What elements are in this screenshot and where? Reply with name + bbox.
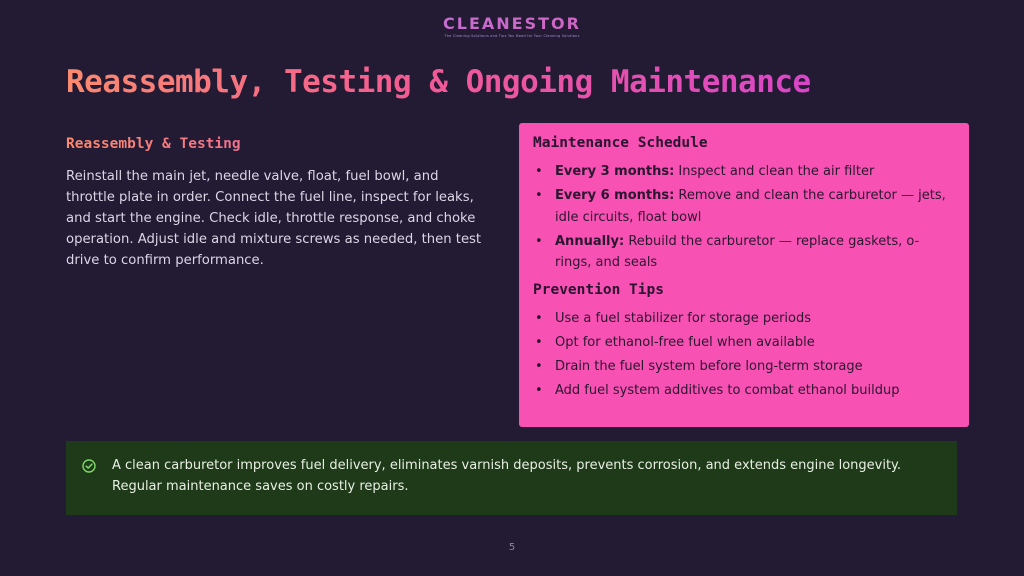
schedule-item-text: Rebuild the carburetor — replace gaskets, o-rings, and seals <box>555 233 920 270</box>
schedule-item-label: Every 6 months: <box>555 188 675 203</box>
maintenance-card <box>519 123 969 427</box>
check-circle-icon <box>82 459 96 473</box>
bullet-icon: • <box>535 358 543 374</box>
schedule-item-text: Remove and clean the carburetor — jets, idle circuits, float bowl <box>555 188 946 225</box>
summary-banner <box>66 441 957 515</box>
schedule-item <box>533 231 955 274</box>
reassembly-paragraph: Reinstall the main jet, needle valve, float, fuel bowl, and throttle plate in order. Connect the fuel line, inspect for leaks, and start the engine. Check idle, throttle response, and choke operation. Adjust idle and mixture screws as needed, then test drive to confirm performance. <box>66 169 482 268</box>
tip-item <box>533 380 955 402</box>
tip-item-text: Use a fuel stabilizer for storage periods <box>555 310 812 326</box>
schedule-item-label: Annually: <box>555 233 625 249</box>
schedule-item <box>533 185 955 228</box>
bullet-icon: • <box>535 188 543 203</box>
schedule-item-label: Every 3 months: <box>555 164 675 179</box>
tip-item <box>533 332 955 354</box>
tip-item-text: Opt for ethanol-free fuel when available <box>555 334 815 350</box>
tip-item <box>533 356 955 378</box>
bullet-icon: • <box>535 310 543 326</box>
bullet-icon: • <box>535 233 543 249</box>
reassembly-heading: Reassembly & Testing <box>66 136 486 152</box>
bullet-icon: • <box>535 334 543 350</box>
tip-item <box>533 308 955 330</box>
slide-title: Reassembly, Testing & Ongoing Maintenance <box>66 64 811 100</box>
summary-text: A clean carburetor improves fuel delivery, eliminates varnish deposits, prevents corrosion, and extends engine longevity. Regular maintenance saves on costly repairs. <box>112 458 902 494</box>
bullet-icon: • <box>535 164 543 179</box>
bullet-icon: • <box>535 382 543 398</box>
schedule-heading: Maintenance Schedule <box>533 135 708 151</box>
logo-tagline: The Cleaning Solutions and Tips You Need for Your Cleaning Solutions <box>444 34 580 38</box>
schedule-item-text: Inspect and clean the air filter <box>674 164 875 179</box>
tips-list <box>533 308 955 402</box>
tip-item-text: Add fuel system additives to combat ethanol buildup <box>555 382 900 398</box>
reassembly-section <box>66 136 486 271</box>
schedule-list <box>533 161 955 274</box>
schedule-item <box>533 161 955 183</box>
tip-item-text: Drain the fuel system before long-term storage <box>555 358 863 374</box>
page-number: 5 <box>508 542 516 553</box>
logo-wordmark: CLEANESTOR <box>0 14 1024 33</box>
tips-heading: Prevention Tips <box>533 281 664 298</box>
logo <box>0 14 1024 38</box>
